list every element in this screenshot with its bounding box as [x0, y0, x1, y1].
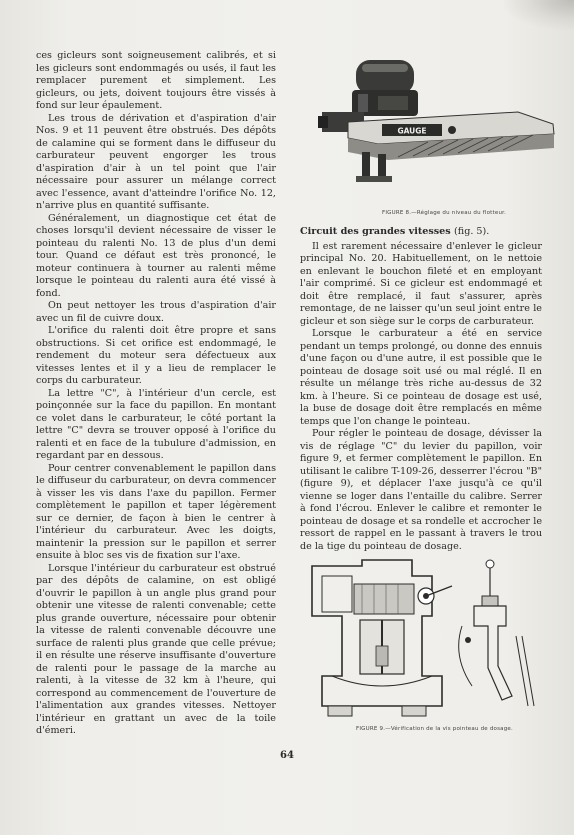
figure-9-metering-rod-illustration [302, 556, 542, 724]
paragraph: Les trous de dérivation et d'aspiration d'air Nos. 9 et 11 peuvent être obstrués. Des dépôts de calamine qui se forment dans le diffuseur du carburateur peuvent engorger les trous d'aspiration d'air à un tel point que l'air nécessaire pour assurer un mélange correct avec l'essence, avant d'atteindre l'orifice No. 12, n'arrive plus en quantité suffisante. [36, 112, 276, 211]
paragraph: L'orifice du ralenti doit être propre et sans obstructions. Si cet orifice est endommagé, le rendement du moteur sera défectueux aux vitesses lentes et il y a lieu de remplacer le corps du carburateur. [36, 325, 276, 386]
page-corner-shadow [504, 0, 574, 30]
paragraph: On peut nettoyer les trous d'aspiration d'air avec un fil de cuivre doux. [36, 300, 276, 324]
right-text-column [300, 226, 542, 553]
gauge-label: GAUGE [397, 126, 427, 136]
paragraph: Lorsque le carburateur a été en service pendant un temps prolongé, ou donne des ennuis d'une façon ou d'une autre, il est possible que le pointeau de dosage soit usé ou mal réglé. Il en résulte un mélange très riche au-dessus de 32 km. à l'heure. Si ce pointeau de dosage est usé, la buse de dosage doit être remplacés en même temps que l'on change le pointeau. [300, 328, 542, 427]
section-heading [300, 226, 542, 239]
section-heading-title: Circuit des grandes vitesses [300, 226, 451, 237]
figure-9-caption: FIGURE 9.—Vérification de la vis pointeau de dosage. [356, 726, 513, 732]
paragraph: La lettre "C", à l'intérieur d'un cercle, est poinçonnée sur la face du papillon. En montant ce volet dans le carburateur, le côté portant la lettre "C" devra se trouver opposé à l'orifice du ralenti et en face de la tubulure d'admission, en regardant par en dessous. [36, 387, 276, 461]
paragraph: Lorsque l'intérieur du carburateur est obstrué par des dépôts de calamine, on est obligé d'ouvrir le papillon à un angle plus grand pour obtenir une vitesse de ralenti convenable; cette plus grande ouverture, nécessaire pour obtenir la vitesse de ralenti convenable découvre une surface de ralenti plus grande que celle prévue; il en résulte une réserve insuffisante d'ouverture de ralenti pour le passage de la marche au ralenti, à la vitesse de 32 km à l'heure, qui correspond au commencement de l'ouverture de l'alimentation aux grandes vitesses. Nettoyer l'intérieur en grattant un avec de la toile d'émeri. [36, 562, 276, 736]
paragraph: Pour régler le pointeau de dosage, dévisser la vis de réglage "C" du levier du papillon, voir figure 9, et fermer complètement le papillon. En utilisant le calibre T-109-26, desserrer l'écrou "B" (figure 9), et déplacer l'axe jusqu'à ce qu'il vienne se loger dans l'entaille du calibre. Serrer à fond l'écrou. Enlever le calibre et remonter le pointeau de dosage et sa rondelle et accrocher le ressort de rappel en le passant à travers le trou de la tige du pointeau de dosage. [300, 428, 542, 552]
paragraph: Généralement, un diagnostique cet état de choses lorsqu'il devient nécessaire de visser le pointeau du ralenti No. 13 de plus d'un demi tour. Quand ce défaut est très prononcé, le moteur continuera à tourner au ralenti même lorsque le pointeau du ralenti aura été vissé à fond. [36, 212, 276, 299]
figure-8-caption: FIGURE 8.—Réglage du niveau du flotteur. [382, 210, 507, 216]
paragraph: Pour centrer convenablement le papillon dans le diffuseur du carburateur, on devra commencer à visser les vis dans l'axe du papillon. Fermer complètement le papillon et taper légèrement sur ce dernier, de façon à bien le centrer à l'intérieur du carburateur. Avec les doigts, maintenir la pression sur le papillon et serrer ensuite à bloc ses vis de fixation sur l'axe. [36, 462, 276, 561]
paragraph: Il est rarement nécessaire d'enlever le gicleur principal No. 20. Habituellement, on le nettoie en enlevant le bouchon fileté et en employant l'air comprimé. Si ce gicleur est endommagé et doit être remplacé, il faut s'assurer, après remontage, de ne laisser qu'un seul joint entre le gicleur et son siège sur le corps de carburateur. [300, 240, 542, 327]
page-number: 64 [280, 750, 294, 761]
section-heading-figure-ref: (fig. 5). [454, 226, 490, 237]
paragraph: ces gicleurs sont soigneusement calibrés, et si les gicleurs sont endommagés ou usés, il faut les remplacer purement et simplement. Les gicleurs, ou jets, doivent toujours être vissés à fond sur leur épaulement. [36, 50, 276, 111]
figure-8-float-gauge-illustration [318, 52, 558, 200]
left-text-column [36, 50, 276, 738]
